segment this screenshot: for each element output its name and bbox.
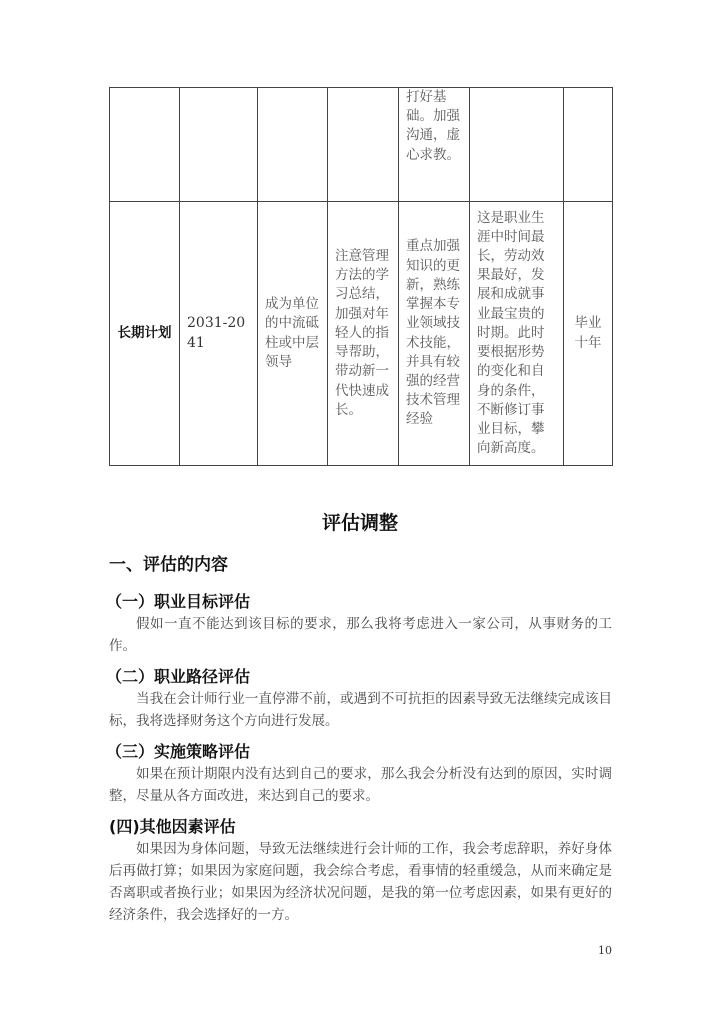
knowledge-text: 重点加强知识的更新，熟练掌握本专业领域技术技能，并具有较强的经营技术管理经验	[406, 238, 460, 428]
subsection-heading-career-path: （二）职业路径评估	[106, 667, 251, 686]
table-cell	[258, 202, 328, 466]
table-cell	[180, 88, 258, 202]
period-text: 2031-2041	[187, 315, 246, 351]
section-title: 评估调整	[321, 512, 398, 534]
table-cell	[399, 88, 470, 202]
table-row-long-term	[110, 202, 613, 466]
table-cell	[328, 202, 399, 466]
measures-text: 注意管理方法的学习总结，加强对年轻人的指导帮助，带动新一代快速成长。	[335, 248, 389, 418]
subsection-heading-other-factors: (四)其他因素评估	[109, 817, 236, 836]
subsection-text-career-path: 当我在会计师行业一直停滞不前，或遇到不可抗拒的因素导致无法继续完成该目标，我将选择财务这个方向进行发展。	[109, 691, 612, 729]
table-cell	[399, 202, 470, 466]
subsection-heading-strategy: （三）实施策略评估	[106, 742, 251, 761]
table-cell	[258, 88, 328, 202]
table-cell	[564, 202, 613, 466]
page-number: 10	[598, 944, 612, 957]
description-text: 这是职业生涯中时间最长，劳动效果最好，发展和成就事业最宝贵的时期。此时要根据形势的变化和自身的条件，不断修订事业目标，攀向新高度。	[477, 209, 545, 457]
table-cell	[180, 202, 258, 466]
plan-type-label: 长期计划	[117, 324, 172, 341]
subsection-text-strategy: 如果在预计期限内没有达到自己的要求，那么我会分析没有达到的原因，实时调整，尽量从各方面改进，来达到自己的要求。	[109, 766, 612, 804]
table-cell	[328, 88, 399, 202]
subsection-text-career-goal: 假如一直不能达到该目标的要求，那么我将考虑进入一家公司，从事财务的工作。	[109, 616, 612, 654]
table-cell	[110, 88, 180, 202]
subsection-heading-career-goal: （一）职业目标评估	[106, 592, 251, 611]
table-cell	[470, 202, 564, 466]
heading-evaluation-content: 一、评估的内容	[109, 555, 228, 575]
table-cell	[110, 202, 180, 466]
table-row-continued	[110, 88, 613, 202]
timeframe-text: 毕业十年	[574, 315, 602, 351]
subsection-text-other-factors: 如果因为身体问题，导致无法继续进行会计师的工作，我会考虑辞职，养好身体后再做打算；如果因为家庭问题，我会综合考虑，看事情的轻重缓急，从而来确定是否离职或者换行业；如果因为经济状况问题，是我的第一位考虑因素，如果有更好的经济条件，我会选择好的一方。	[109, 841, 612, 923]
career-plan-table	[109, 87, 613, 466]
table-cell	[564, 88, 613, 202]
knowledge-text-continued: 打好基础。加强沟通，虚心求教。	[406, 89, 460, 163]
table-cell	[470, 88, 564, 202]
goal-text: 成为单位的中流砥柱或中层领导	[265, 296, 319, 370]
